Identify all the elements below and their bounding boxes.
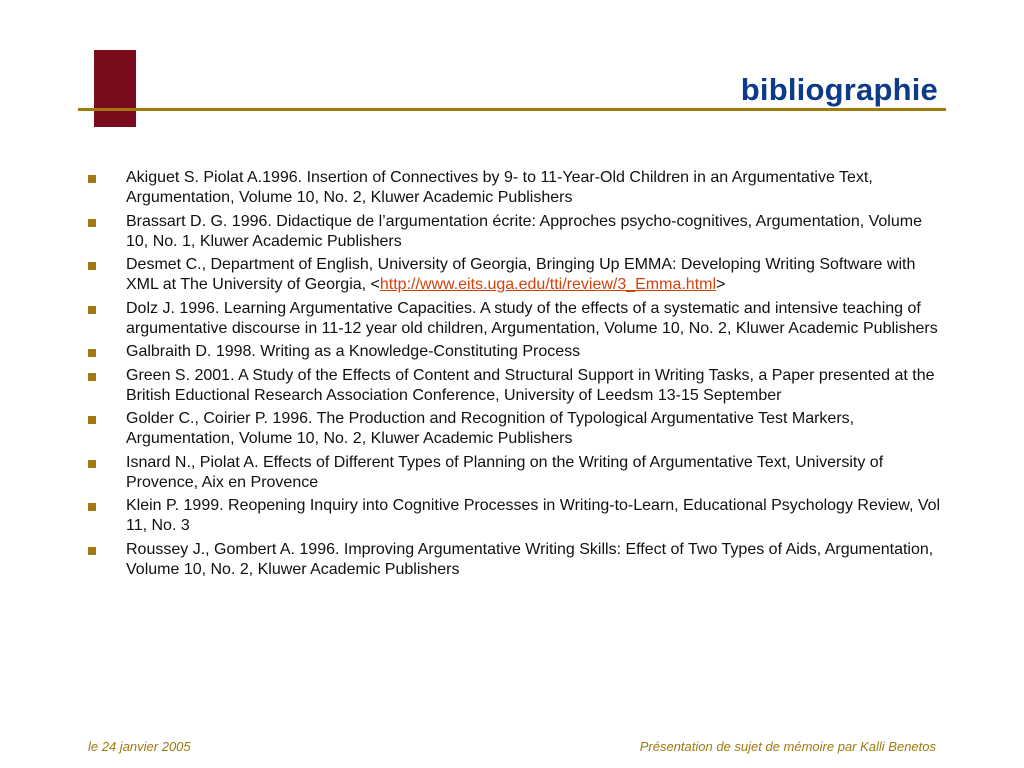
footer-credit: Présentation de sujet de mémoire par Kalli Benetos bbox=[639, 739, 936, 754]
square-bullet-icon bbox=[88, 306, 96, 314]
slide-title: bibliographie bbox=[740, 72, 938, 107]
reference-text-suffix: > bbox=[716, 276, 726, 293]
reference-item bbox=[88, 453, 948, 493]
square-bullet-icon bbox=[88, 460, 96, 468]
reference-item bbox=[88, 168, 948, 208]
reference-item bbox=[88, 255, 948, 295]
square-bullet-icon bbox=[88, 547, 96, 555]
reference-url-link[interactable]: http://www.eits.uga.edu/tti/review/3_Emma.html bbox=[379, 276, 717, 293]
bibliography-list bbox=[88, 168, 948, 583]
square-bullet-icon bbox=[88, 349, 96, 357]
footer-date: le 24 janvier 2005 bbox=[88, 739, 191, 754]
square-bullet-icon bbox=[88, 416, 96, 424]
reference-item bbox=[88, 366, 948, 406]
decorative-red-block bbox=[94, 50, 136, 127]
reference-text: Galbraith D. 1998. Writing as a Knowledge-Constituting Process bbox=[126, 343, 581, 360]
reference-item bbox=[88, 496, 948, 536]
reference-item bbox=[88, 299, 948, 339]
reference-text: Brassart D. G. 1996. Didactique de l’argumentation écrite: Approches psycho-cognitives, Argumentation, Volume 10, No. 1, Kluwer Academic Publishers bbox=[126, 212, 922, 250]
square-bullet-icon bbox=[88, 373, 96, 381]
square-bullet-icon bbox=[88, 262, 96, 270]
square-bullet-icon bbox=[88, 219, 96, 227]
square-bullet-icon bbox=[88, 175, 96, 183]
reference-text: Klein P. 1999. Reopening Inquiry into Cognitive Processes in Writing-to-Learn, Educational Psychology Review, Vol 11, No. 3 bbox=[126, 497, 941, 534]
reference-text: Isnard N., Piolat A. Effects of Different Types of Planning on the Writing of Argumentative Text, University of Provence, Aix en Provence bbox=[126, 453, 884, 491]
square-bullet-icon bbox=[88, 503, 96, 511]
reference-text: Green S. 2001. A Study of the Effects of Content and Structural Support in Writing Tasks, a Paper presented at the British Eductional Research Association Conference, University of Leedsm 13-15 September bbox=[126, 366, 935, 404]
reference-item bbox=[88, 409, 948, 449]
reference-text: Akiguet S. Piolat A.1996. Insertion of Connectives by 9- to 11-Year-Old Children in an Argumentative Text, Argumentation, Volume 10, No. 2, Kluwer Academic Publishers bbox=[126, 169, 873, 206]
reference-text: Dolz J. 1996. Learning Argumentative Capacities. A study of the effects of a systematic and intensive teaching of argumentative discourse in 11-12 year old children, Argumentation, Volume 10, No. 2, Kluwer Academic Publishers bbox=[126, 299, 938, 337]
reference-text: Golder C., Coirier P. 1996. The Production and Recognition of Typological Argumentative Test Markers, Argumentation, Volume 10, No. 2, Kluwer Academic Publishers bbox=[126, 410, 855, 447]
reference-text: Desmet C., Department of English, University of Georgia, Bringing Up EMMA: Developing Writing Software with XML at The University of Georgia, < bbox=[126, 256, 916, 293]
reference-item bbox=[88, 212, 948, 252]
reference-item bbox=[88, 342, 948, 362]
reference-item bbox=[88, 540, 948, 580]
reference-text: Roussey J., Gombert A. 1996. Improving Argumentative Writing Skills: Effect of Two Types of Aids, Argumentation, Volume 10, No. 2, Kluwer Academic Publishers bbox=[126, 540, 934, 578]
title-divider bbox=[78, 108, 946, 111]
